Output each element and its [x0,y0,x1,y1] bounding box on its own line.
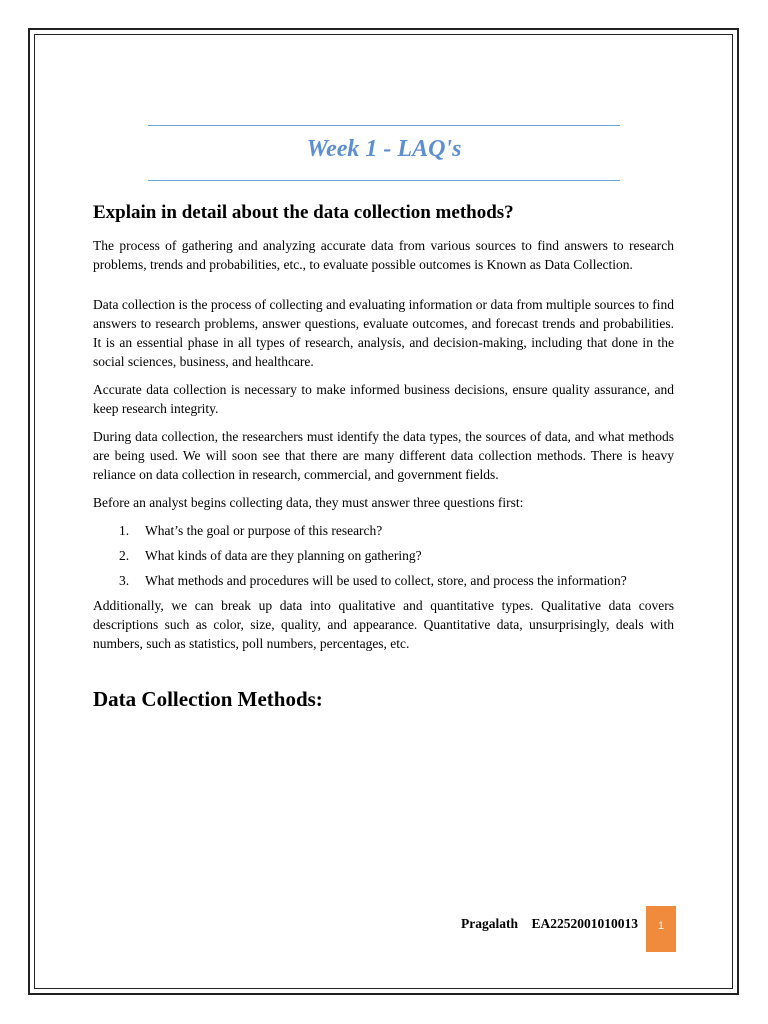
document-title: Week 1 - LAQ's [306,136,462,162]
title-rule-bottom [148,180,620,181]
list-item-text: What kinds of data are they planning on gathering? [145,548,422,563]
list-item [93,546,674,565]
paragraph-definition: The process of gathering and analyzing accurate data from various sources to find answers to research problems, trends and probabilities, etc., to evaluate possible outcomes is Known as Data Collection. [93,238,674,272]
title-rule-top [148,125,620,126]
paragraph-data-types: Additionally, we can break up data into qualitative and quantitative types. Qualitative data covers descriptions such as color, size, quality, and appearance. Quantitative data, unsurprisingly, deals with numbers, such as statistics, poll numbers, percentages, etc. [93,598,674,651]
section-heading: Data Collection Methods: [93,687,323,711]
list-item-number: 3. [119,573,130,588]
document-body [93,200,674,712]
list-item-number: 2. [119,548,130,563]
page-number-badge: 1 [646,906,676,952]
paragraph-importance: Accurate data collection is necessary to make informed business decisions, ensure quality assurance, and keep research integrity. [93,382,674,416]
list-item-text: What’s the goal or purpose of this research? [145,523,383,538]
list-item [93,521,674,540]
question-heading: Explain in detail about the data collection methods? [93,202,514,223]
paragraph-list-intro: Before an analyst begins collecting data, they must answer three questions first: [93,495,524,510]
questions-list [93,521,674,590]
list-item [93,571,674,590]
list-item-number: 1. [119,523,130,538]
paragraph-overview: Data collection is the process of collecting and evaluating information or data from multiple sources to find answers to research problems, answer questions, evaluate outcomes, and forecast trends and probabilities. It is an essential phase in all types of research, analysis, and decision-making, including that done in the social sciences, business, and healthcare. [93,297,674,369]
list-item-text: What methods and procedures will be used to collect, store, and process the information? [145,573,627,588]
paragraph-identification: During data collection, the researchers must identify the data types, the sources of data, and what methods are being used. We will soon see that there are many different data collection methods. There is heavy reliance on data collection in research, commercial, and government fields. [93,429,674,482]
footer-author: Pragalath EA2252001010013 [461,916,638,931]
